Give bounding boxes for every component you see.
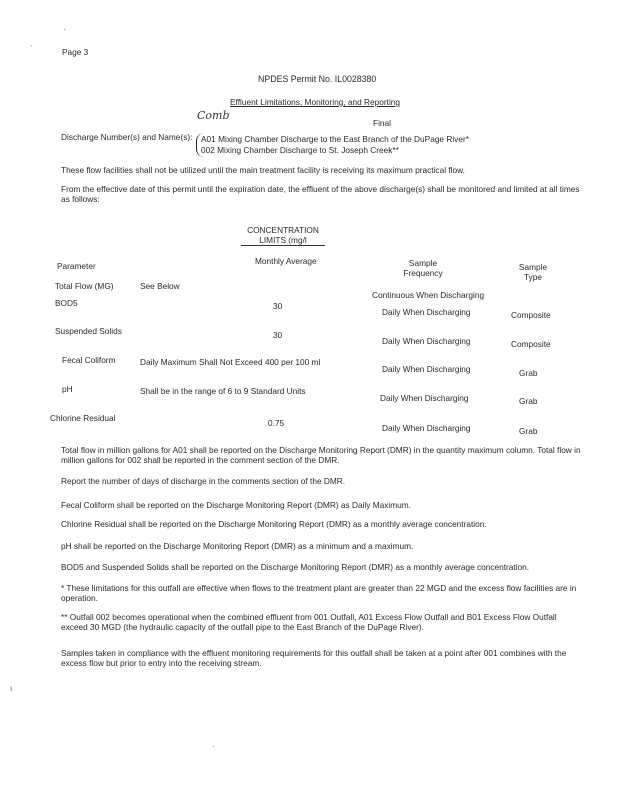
table-row-frequency: Daily When Discharging [382, 336, 471, 346]
table-row-limit: Daily Maximum Shall Not Exceed 400 per 100 ml [140, 357, 321, 367]
table-row-param: pH [62, 384, 73, 394]
section-title: Effluent Limitations, Monitoring, and Reporting [230, 97, 401, 107]
table-row-monthly-average: 30 [273, 301, 283, 311]
table-row-type: Grab [519, 368, 538, 378]
table-row-limit: Shall be in the range of 6 to 9 Standard Units [140, 386, 306, 396]
final-label: Final [373, 118, 391, 128]
table-row-type: Grab [519, 426, 538, 436]
note-total-flow: Total flow in million gallons for A01 shall be reported on the Discharge Monitoring Report (DMR) in the quantity maximum column. Total flow in million gallons for 002 shall be reported in the comment section of the DMR. [61, 445, 581, 465]
scan-speck: ʼ [64, 28, 66, 37]
parameter-header: Parameter [57, 261, 96, 271]
type-header-2: Type [524, 272, 542, 282]
table-row-param: Fecal Coliform [62, 355, 116, 365]
note-star: * These limitations for this outfall are effective when flows to the treatment plant are greater than 22 MGD and the excess flow facilities are in operation. [61, 583, 577, 603]
frequency-header-2: Frequency [403, 268, 443, 278]
table-row-param: BOD5 [55, 298, 78, 308]
permit-number: NPDES Permit No. IL0028380 [258, 74, 377, 84]
scan-speck: ˎ [30, 38, 33, 47]
table-row-monthly-average: 0.75 [268, 418, 285, 428]
scan-speck: · [212, 742, 215, 751]
note-chlorine: Chlorine Residual shall be reported on the Discharge Monitoring Report (DMR) as a monthly average concentration. [61, 519, 487, 529]
effective-note: From the effective date of this permit until the expiration date, the effluent of the above discharge(s) shall be monitored and limited at all times as follows: [61, 184, 580, 204]
note-samples: Samples taken in compliance with the effluent monitoring requirements for this outfall shall be taken at a point after 001 combines with the excess flow but prior to entry into the receiving stream. [61, 648, 567, 668]
table-row-param: Suspended Solids [55, 326, 122, 336]
page-number: Page 3 [62, 47, 89, 57]
table-row-param: Total Flow (MG) [55, 281, 114, 291]
facilities-note: These flow facilities shall not be utilized until the main treatment facility is receiving its maximum practical flow. [61, 165, 465, 175]
concentration-header: CONCENTRATION [247, 225, 319, 235]
note-double-star: ** Outfall 002 becomes operational when the combined effluent from 001 Outfall, A01 Excess Flow Outfall and B01 Excess Flow Outfall exceed 30 MGD (the hydraulic capacity of the outfall pipe to the East Branch of the DuPage River). [61, 612, 557, 632]
limits-header: LIMITS (mg/l [241, 235, 325, 246]
table-row-frequency: Continuous When Discharging [372, 290, 485, 300]
discharge-line-002: 002 Mixing Chamber Discharge to St. Joseph Creek** [201, 145, 399, 155]
table-row-type: Composite [511, 339, 551, 349]
note-days: Report the number of days of discharge in the comments section of the DMR. [61, 476, 346, 486]
frequency-header-1: Sample [408, 258, 438, 268]
type-header-1: Sample [518, 262, 548, 272]
note-ph: pH shall be reported on the Discharge Monitoring Report (DMR) as a minimum and a maximum. [61, 541, 414, 551]
table-row-monthly-average: 30 [273, 330, 283, 340]
table-row-frequency: Daily When Discharging [380, 393, 469, 403]
table-row-type: Composite [511, 310, 551, 320]
table-row-frequency: Daily When Discharging [382, 307, 471, 317]
note-bod-ss: BOD5 and Suspended Solids shall be reported on the Discharge Monitoring Report (DMR) as a monthly average concentration. [61, 562, 530, 572]
table-row-frequency: Daily When Discharging [382, 423, 471, 433]
discharge-line-a01: A01 Mixing Chamber Discharge to the East Branch of the DuPage River* [201, 134, 469, 144]
scan-speck: ı [10, 684, 13, 693]
discharge-intro: Discharge Number(s) and Name(s): [61, 132, 193, 142]
handwritten-note: Comb [197, 109, 230, 122]
table-row-type: Grab [519, 396, 538, 406]
note-fecal: Fecal Coliform shall be reported on the Discharge Monitoring Report (DMR) as Daily Maximum. [61, 500, 411, 510]
table-row-limit: See Below [140, 281, 180, 291]
table-row-param: Chlorine Residual [50, 413, 116, 423]
monthly-average-header: Monthly Average [255, 256, 317, 266]
table-row-frequency: Daily When Discharging [382, 364, 471, 374]
